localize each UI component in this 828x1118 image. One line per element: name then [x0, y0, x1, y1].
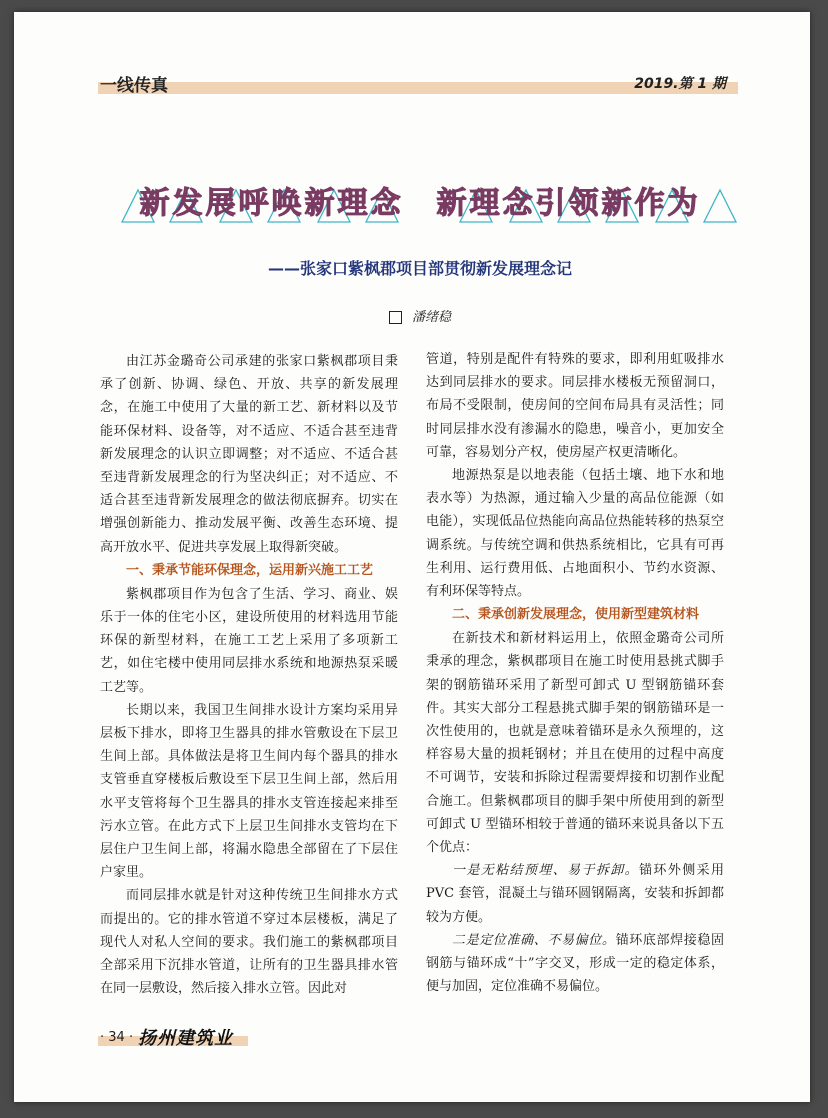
- paragraph: [426, 929, 724, 999]
- paragraph: 地源热泵是以地表能（包括土壤、地下水和地表水等）为热源，通过输入少量的高品位能源（如电能），实现低品位热能向高品位热能转移的热泵空调系统。与传统空调和供热系统相比，它具有可再生利用、运行费用低、占地面积小、节约水资源、有利环保等特点。: [426, 468, 724, 600]
- point-lead: 二是定位准确、不易偏位。: [452, 932, 616, 948]
- paragraph: 长期以来，我国卫生间排水设计方案均采用异层板下排水，即将卫生器具的排水管敷设在下层卫生间上部。具体做法是将卫生间内每个器具的排水支管垂直穿楼板后敷设至下层卫生间上部，然后用水平支管将每个卫生器具的排水支管连接起来排至污水立管。在此方式下上层卫生间排水支管均在下层住户卫生间上部，将漏水隐患全部留在了下层住户家里。: [100, 702, 398, 881]
- paragraph: 而同层排水就是针对这种传统卫生间排水方式而提出的。它的排水管道不穿过本层楼板，满足了现代人对私人空间的要求。我们施工的紫枫郡项目全部采用下沉排水管道，让所有的卫生器具排水管在同一层敷设，然后接入排水立管。因此对: [100, 888, 398, 997]
- title-block: [100, 176, 740, 226]
- section-heading-1: 一、秉承节能环保理念，运用新兴施工工艺: [126, 562, 374, 578]
- section-heading-2: 二、秉承创新发展理念，使用新型建筑材料: [452, 607, 700, 623]
- point-text: 锚环外侧采用 PVC 套管，混凝土与锚环圆钢隔离，安装和拆卸都较为方便。: [426, 863, 724, 925]
- paragraph: 管道，特别是配件有特殊的要求，即利用虹吸排水达到同层排水的要求。同层排水楼板无预留洞口，布局不受限制，使房间的空间布局具有灵活性；同时同层排水没有渗漏水的隐患，噪音小，更加安全可靠，容易划分产权，使房屋产权更清晰化。: [426, 352, 724, 460]
- point-lead: 一是无粘结预埋、易于拆卸。: [452, 863, 640, 879]
- header-issue-label: 2019.第 1 期: [634, 76, 726, 92]
- magazine-logo: 扬州建筑业: [138, 1028, 233, 1049]
- page-number: · 34 ·: [100, 1030, 134, 1045]
- article-title: 新发展呼唤新理念 新理念引领新作为: [139, 186, 701, 221]
- left-column: [100, 350, 398, 1000]
- document-page: [14, 12, 810, 1102]
- point-text: 锚环底部焊接稳固钢筋与锚环成“十”字交叉，形成一定的稳定体系，便与加固，定位准确不易偏位。: [426, 932, 724, 995]
- author-square-icon: [389, 311, 402, 324]
- header-section-label: 一线传真: [100, 76, 168, 96]
- right-column: [426, 348, 724, 998]
- article-subtitle: ——张家口紫枫郡项目部贯彻新发展理念记: [267, 259, 572, 278]
- author-name: 潘绪稳: [411, 310, 451, 325]
- paragraph: 由江苏金璐奇公司承建的张家口紫枫郡项目秉承了创新、协调、绿色、开放、共享的新发展理念，在施工中使用了大量的新工艺、新材料以及节能环保材料、设备等，对不适应、不适合甚至违背新发展理念的认识立即调整；对不适应、不适合甚至违背新发展理念的行为坚决纠正；对不适应、不适合甚至违背新发展理念的做法彻底摒弃。切实在增强创新能力、推动发展平衡、改善生态环境、提高开放水平、促进共享发展上取得新突破。: [100, 354, 398, 555]
- paragraph: 在新技术和新材料运用上，依照金璐奇公司所秉承的理念，紫枫郡项目在施工时使用悬挑式脚手架的钢筋锚环采用了新型可卸式 U 型钢筋锚环套件。其实大部分工程悬挑式脚手架的钢筋锚环是一次性使用的，也就是意味着锚环是永久预埋的，这样容易大量的损耗钢材；并且在使用的过程中高度不可调节，安装和拆除过程需要焊接和切割作业配合施工。但紫枫郡项目的脚手架中所使用到的新型可卸式 U 型锚环相较于普通的锚环来说具备以下五个优点：: [426, 631, 724, 856]
- author-line: [100, 306, 740, 325]
- paragraph: [426, 859, 724, 929]
- paragraph: 紫枫郡项目作为包含了生活、学习、商业、娱乐于一体的住宅小区，建设所使用的材料选用节能环保的新型材料，在施工工艺上采用了多项新工艺，如住宅楼中使用同层排水系统和地源热泵采暖工艺等。: [100, 586, 398, 695]
